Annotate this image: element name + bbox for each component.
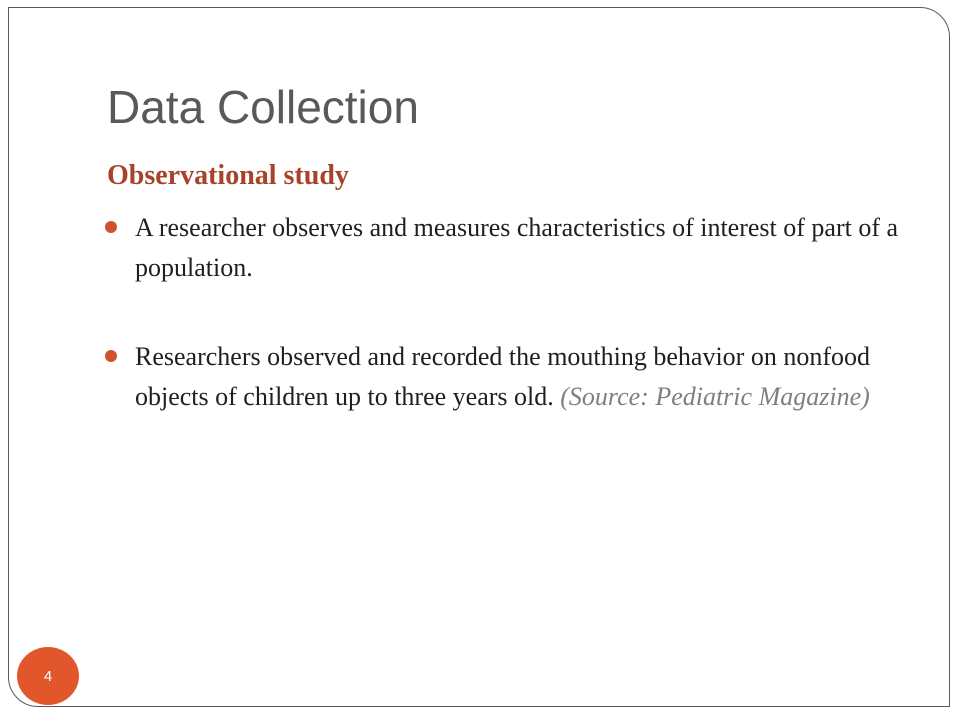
- bullet-marker-icon: [105, 221, 117, 233]
- bullet-marker-icon: [105, 350, 117, 362]
- bullet-item: [104, 208, 904, 288]
- bullet-text: A researcher observes and measures characteristics of interest of part of a population.: [135, 213, 899, 282]
- slide-title: Data Collection: [107, 81, 419, 133]
- bullet-item: [104, 337, 904, 417]
- page-number: 4: [43, 667, 53, 685]
- bullet-text: Researchers observed and recorded the mouthing behavior on nonfood objects of children up to three years old.: [135, 342, 870, 411]
- slide-subtitle: Observational study: [107, 160, 349, 191]
- bullet-list: [104, 208, 904, 417]
- bullet-source-citation: (Source: Pediatric Magazine): [560, 382, 870, 411]
- page-number-badge: [17, 647, 79, 705]
